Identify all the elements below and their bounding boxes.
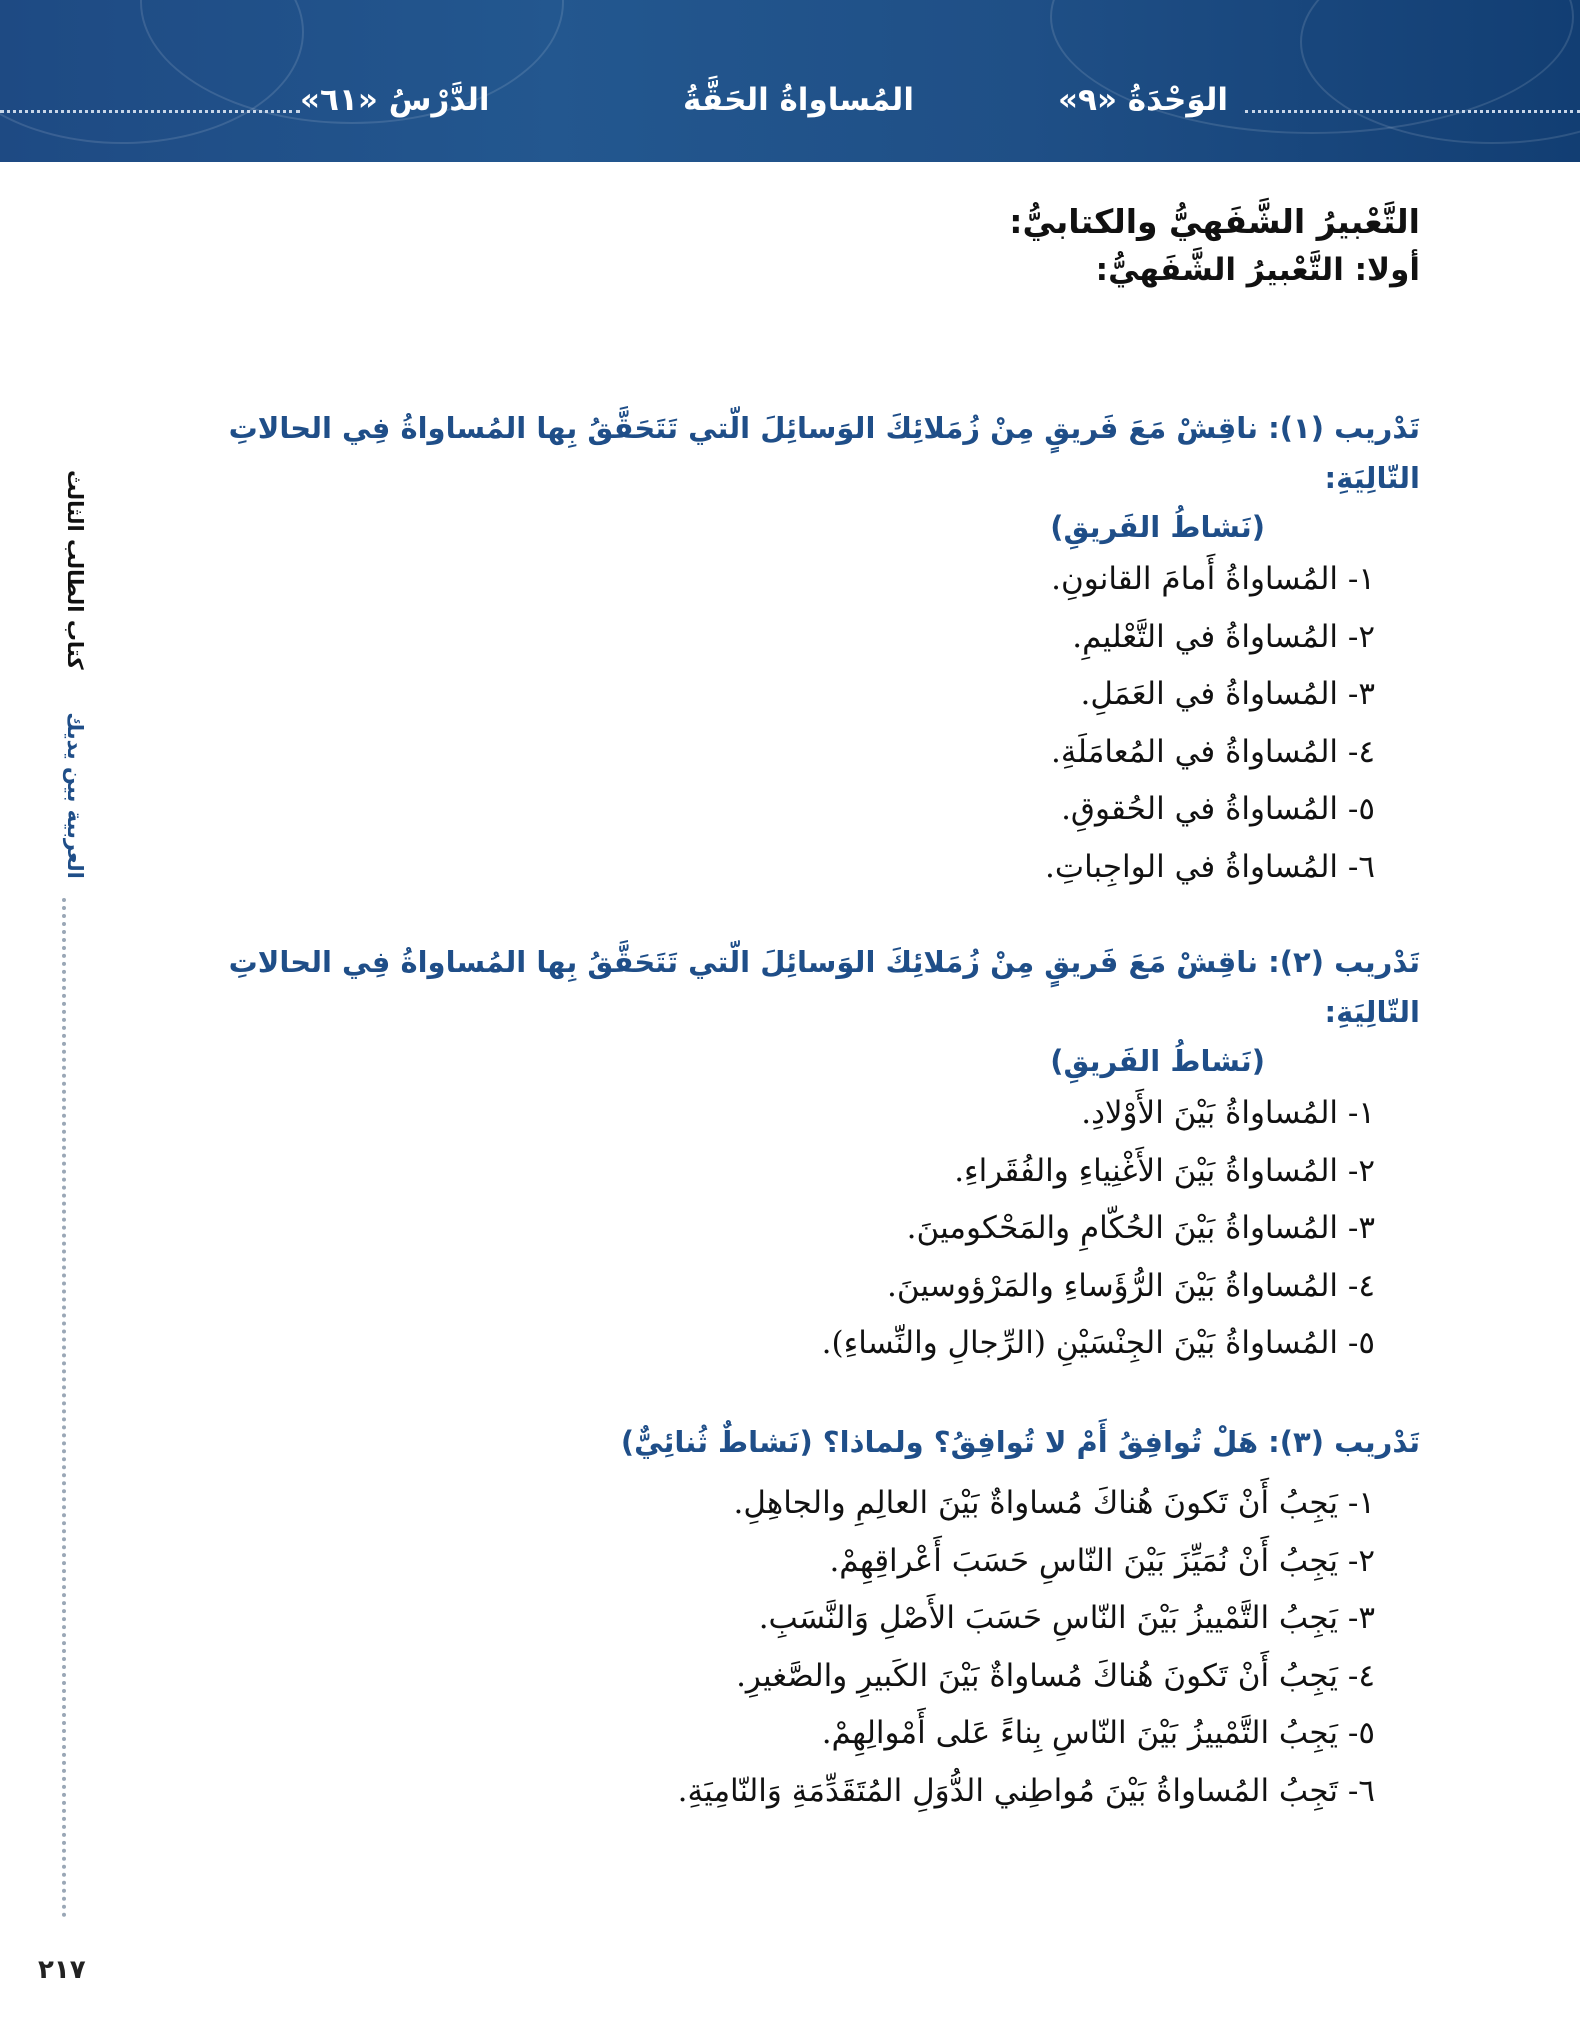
exercise-3-title: تَدْريب (٣): هَلْ تُوافِقُ أَمْ لا تُوافِقُ؟ ولماذا؟ (نَشاطٌ ثُنائِيٌّ) xyxy=(620,1425,1420,1459)
side-book-part: كتاب الطالب الثالث xyxy=(63,470,87,670)
unit-label: الوَحْدَةُ «٩» xyxy=(1058,82,1229,118)
list-item: ٤- المُساواةُ في المُعامَلَةِ. xyxy=(1051,733,1375,770)
exercise-1-title: تَدْريب (١): ناقِشْ مَعَ فَريقٍ مِنْ زُمَلائِكَ الوَسائِلَ الّتي تَتَحَقَّقُ بِها المُساواةُ فِي الحالاتِ التّالِيَةِ: xyxy=(228,411,1420,495)
page-title: التَّعْبيرُ الشَّفَهيُّ والكتابيُّ: xyxy=(1009,202,1420,241)
list-item: ٤- المُساواةُ بَيْنَ الرُّؤَساءِ والمَرْؤوسينَ. xyxy=(887,1267,1375,1304)
list-item: ٣- يَجِبُ التَّمْييزُ بَيْنَ النّاسِ حَسَبَ الأَصْلِ وَالنَّسَبِ. xyxy=(758,1600,1375,1637)
side-dotted-line xyxy=(62,898,66,1918)
exercise-1 xyxy=(150,403,1420,897)
header-dotted-line xyxy=(0,110,300,113)
lesson-name: المُساواةُ الحَقَّةُ xyxy=(683,82,914,118)
exercise-2-activity: (نَشاطُ الفَريقِ) xyxy=(1050,1044,1265,1078)
list-item: ٦- المُساواةُ في الواجِباتِ. xyxy=(1045,848,1375,885)
list-item: ٥- يَجِبُ التَّمْييزُ بَيْنَ النّاسِ بِناءً عَلى أَمْوالِهِمْ. xyxy=(821,1715,1375,1752)
exercise-2-title: تَدْريب (٢): ناقِشْ مَعَ فَريقٍ مِنْ زُمَلائِكَ الوَسائِلَ الّتي تَتَحَقَّقُ بِها المُساواةُ فِي الحالاتِ التّالِيَةِ: xyxy=(228,945,1420,1029)
page-number: ٢١٧ xyxy=(38,1955,86,1985)
side-book-title: العربية بين يديك xyxy=(63,712,87,879)
list-item: ٥- المُساواةُ في الحُقوقِ. xyxy=(1061,791,1375,828)
header-band xyxy=(0,0,1580,162)
list-item: ٣- المُساواةُ في العَمَلِ. xyxy=(1080,676,1375,713)
list-item: ٢- المُساواةُ بَيْنَ الأَغْنِياءِ والفُقَراءِ. xyxy=(954,1152,1375,1189)
list-item: ٦- تَجِبُ المُساواةُ بَيْنَ مُواطِني الدُّوَلِ المُتَقَدِّمَةِ وَالنّامِيَةِ. xyxy=(677,1772,1375,1809)
lesson-label: الدَّرْسُ «٦١» xyxy=(300,82,490,118)
list-item: ٢- المُساواةُ في التَّعْليمِ. xyxy=(1072,618,1375,655)
list-item: ١- المُساواةُ أَمامَ القانونِ. xyxy=(1051,561,1375,597)
exercise-1-activity: (نَشاطُ الفَريقِ) xyxy=(1050,510,1265,544)
exercise-2 xyxy=(150,937,1420,1373)
side-book-label xyxy=(47,470,87,879)
list-item: ٣- المُساواةُ بَيْنَ الحُكّامِ والمَحْكومينَ. xyxy=(906,1210,1375,1247)
header-dotted-line xyxy=(1245,110,1580,113)
list-item: ١- يَجِبُ أَنْ تَكونَ هُناكَ مُساواةٌ بَيْنَ العالِمِ والجاهِلِ. xyxy=(733,1485,1375,1521)
list-item: ١- المُساواةُ بَيْنَ الأَوْلادِ. xyxy=(1081,1095,1375,1131)
list-item: ٢- يَجِبُ أَنْ نُمَيِّزَ بَيْنَ النّاسِ حَسَبَ أَعْراقِهِمْ. xyxy=(829,1542,1375,1579)
exercise-3 xyxy=(150,1417,1420,1821)
section-subtitle: أولا: التَّعْبيرُ الشَّفَهيُّ: xyxy=(1095,252,1420,288)
list-item: ٤- يَجِبُ أَنْ تَكونَ هُناكَ مُساواةٌ بَيْنَ الكَبيرِ والصَّغيرِ. xyxy=(736,1657,1375,1694)
list-item: ٥- المُساواةُ بَيْنَ الجِنْسَيْنِ (الرِّجالِ والنِّساءِ). xyxy=(821,1325,1375,1362)
main-headings xyxy=(150,197,1420,293)
